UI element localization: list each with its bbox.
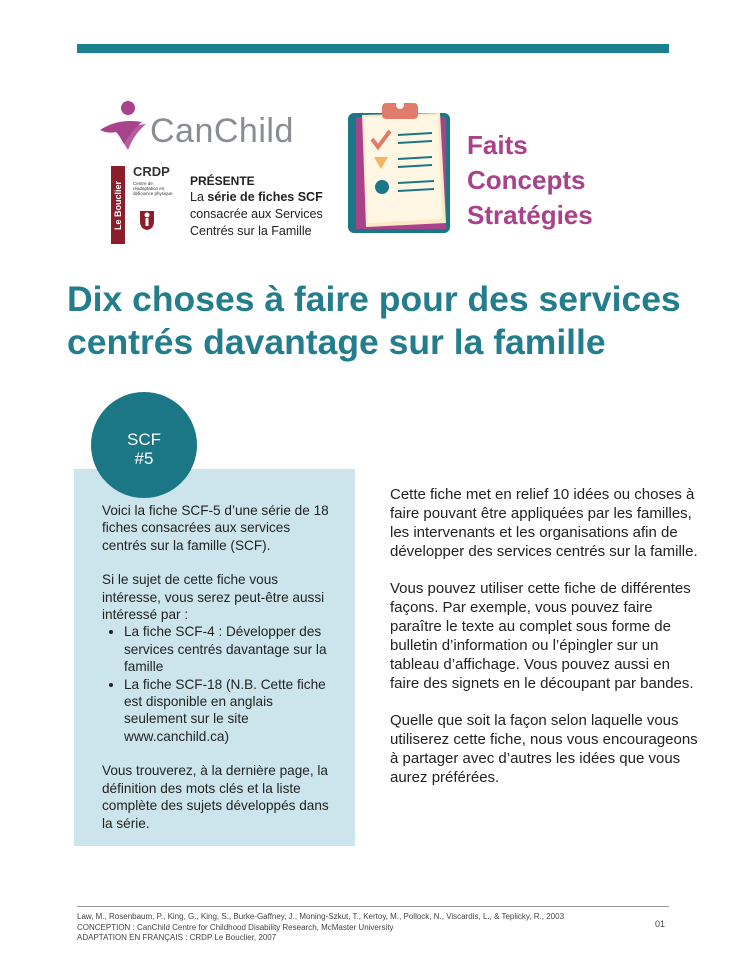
list-item: • La fiche SCF-4 : Développer des services centrés davantage sur la famille [124, 623, 338, 675]
le-bouclier-logo: Le Bouclier [111, 166, 125, 244]
sidebar-paragraph-1: Voici la fiche SCF-5 d’une série de 18 fiches consacrées aux services centrés sur la famille (SCF). [102, 503, 329, 553]
badge-line1: SCF [127, 430, 161, 449]
footer-line3: ADAPTATION EN FRANÇAIS : CRDP Le Bouclier, 2007 [77, 933, 277, 942]
faits-concepts-strategies [467, 128, 593, 233]
footer-citation [77, 912, 564, 944]
series-line1-bold: série de fiches SCF [207, 190, 323, 204]
body-paragraph-3: Quelle que soit la façon selon laquelle vous utiliserez cette fiche, nous vous encourageons à partager avec d’autres les idées que vous aurez préférées. [390, 712, 698, 786]
fcs-strategies: tratégies [484, 200, 593, 230]
footer-divider [77, 906, 669, 907]
list-item: • La fiche SCF-18 (N.B. Cette fiche est disponible en anglais seulement sur le site www.canchild.ca) [124, 676, 338, 746]
footer-line2: CONCEPTION : CanChild Centre for Childhood Disability Research, McMaster University [77, 922, 394, 932]
sidebar-paragraph-2: Si le sujet de cette fiche vous intéresse, vous serez peut-être aussi intéressé par : [102, 572, 325, 623]
fcs-s: S [467, 200, 485, 230]
crdp-logo-text: CRDP [133, 164, 170, 179]
fcs-f: F [467, 130, 483, 160]
top-accent-bar [77, 44, 669, 53]
fcs-c: C [467, 165, 486, 195]
series-line1-prefix: La [190, 190, 208, 204]
sidebar-paragraph-3: Vous trouverez, à la dernière page, la définition des mots clés et la liste complète des sujets développés dans la série. [102, 763, 329, 831]
clipboard-checklist-icon [342, 95, 460, 237]
page-title [67, 278, 727, 364]
scf-badge [91, 392, 197, 498]
badge-line2: #5 [134, 449, 154, 468]
series-line3: Centrés sur la Famille [190, 224, 312, 238]
crdp-figure-icon [138, 207, 156, 231]
title-line1: Dix choses à faire pour des services [67, 279, 681, 319]
body-paragraph-1: Cette fiche met en relief 10 idées ou choses à faire pouvant être appliquées par les familles, les intervenants et les organisations afin de développer des services centrés sur la famille. [390, 486, 698, 560]
sidebar-text [102, 502, 338, 849]
title-line2: centrés davantage sur la famille [67, 322, 606, 362]
fcs-concepts: oncepts [485, 165, 586, 195]
series-line2: consacrée aux Services [190, 207, 323, 221]
body-text [390, 485, 700, 805]
fcs-faits: aits [482, 130, 528, 160]
crdp-subtitle: Centre de réadaptation en déficience physique [133, 181, 173, 196]
canchild-wordmark: CanChild [150, 112, 294, 150]
page-number: 01 [655, 919, 666, 929]
related-sheets-list [102, 623, 338, 745]
presente-label: PRÉSENTE [190, 174, 255, 188]
footer-line1: Law, M., Rosenbaum, P., King, G., King, S., Burke-Gaffney, J., Moning-Szkut, T., Kertoy, M., Pollock, N., Viscardis, L., & Teplicky, R., 2003 [77, 912, 565, 921]
series-description [190, 189, 323, 240]
body-paragraph-2: Vous pouvez utiliser cette fiche de différentes façons. Par exemple, vous pouvez faire paraître le texte au complet sous forme de bulletin d’information ou l’épingler sur un tableau d’affichage. Vous pouvez aussi en faire des signets en le découpant par bandes. [390, 580, 694, 692]
